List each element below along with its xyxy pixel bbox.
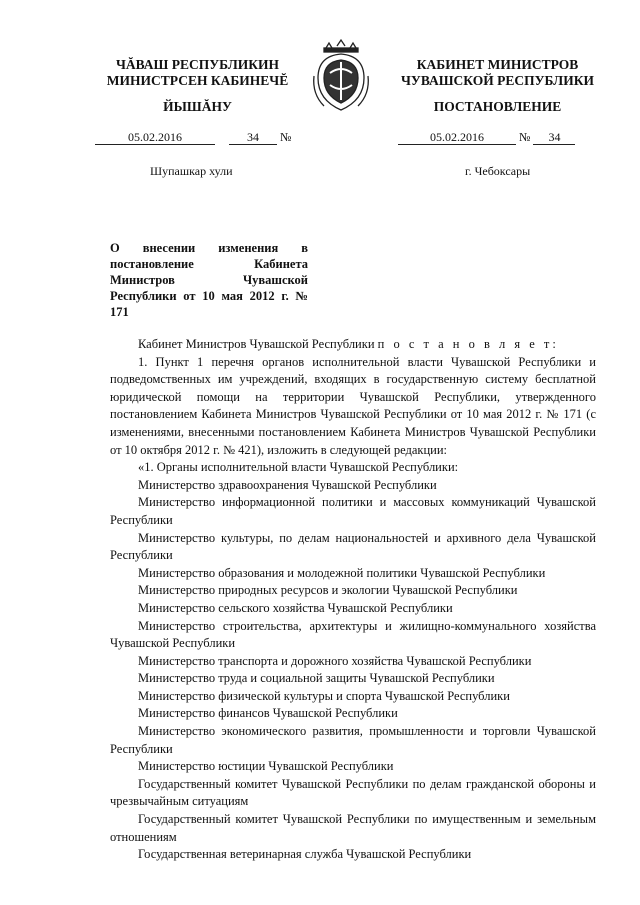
intro-resolves: п о с т а н о в л я е т: [377, 337, 559, 351]
list-item: Министерство информационной политики и массовых коммуникаций Чувашской Республики [110, 495, 596, 527]
header-right-line2: ЧУВАШСКОЙ РЕСПУБЛИКИ [401, 73, 594, 88]
date-line-right [398, 130, 575, 145]
place-right: г. Чебоксары [465, 164, 531, 178]
list-item: Министерство здравоохранения Чувашской Республики [138, 477, 437, 492]
list-item: Министерство юстиции Чувашской Республики [138, 759, 394, 774]
list-item: Министерство транспорта и дорожного хозяйства Чувашской Республики [138, 653, 532, 668]
document-body [110, 336, 596, 864]
list-item: «1. Органы исполнительной власти Чувашской Республики: [138, 460, 459, 475]
number-right: 34 [533, 130, 575, 145]
title-left: ЙЫШĂНУ [163, 99, 232, 114]
date-right: 05.02.2016 [398, 130, 516, 145]
list-item: Министерство культуры, по делам национальностей и архивного дела Чувашской Республики [110, 530, 596, 563]
list-item: Министерство труда и социальной защиты Чувашской Республики [138, 671, 495, 686]
list-item: Государственный комитет Чувашской Республики по имущественным и земельным отношениям [110, 812, 596, 844]
header-right [380, 57, 615, 89]
list-item: Министерство образования и молодежной политики Чувашской Республики [138, 565, 546, 580]
place-left: Шупашкар хули [150, 164, 233, 178]
header-left-line2: МИНИСТРСЕН КАБИНЕЧĔ [106, 73, 289, 88]
number-sign-right: № [519, 130, 531, 144]
intro-text: Кабинет Министров Чувашской Республики [138, 337, 375, 351]
list-item: Министерство физической культуры и спорта Чувашской Республики [138, 688, 510, 703]
list-item: Министерство строительства, архитектуры и жилищно-коммунального хозяйства Чувашской Республики [110, 618, 596, 651]
header-left-line1: ЧĂВАШ РЕСПУБЛИКИН [115, 57, 280, 72]
list-item: Государственный комитет Чувашской Республики по делам гражданской обороны и чрезвычайным ситуациям [110, 776, 596, 809]
list-item: Министерство природных ресурсов и экологии Чувашской Республики [138, 583, 518, 598]
date-line-left [95, 130, 291, 145]
list-item: Министерство экономического развития, промышленности и торговли Чувашской Республики [110, 724, 596, 756]
number-sign-left: № [280, 130, 292, 144]
intro-paragraph [110, 336, 596, 354]
list-item: Государственная ветеринарная служба Чувашской Республики [138, 847, 472, 862]
emblem-icon [310, 38, 372, 116]
list-item: Министерство финансов Чувашской Республики [138, 706, 398, 721]
list-item: Министерство сельского хозяйства Чувашской Республики [138, 600, 453, 615]
document-subject: О внесении изменения в постановление Кабинета Министров Чувашской Республики от 10 мая 2012 г. № 171 [110, 241, 308, 319]
header-right-line1: КАБИНЕТ МИНИСТРОВ [416, 57, 579, 72]
title-right: ПОСТАНОВЛЕНИЕ [433, 99, 562, 114]
number-left: 34 [229, 130, 277, 145]
header-left [95, 57, 300, 89]
date-left: 05.02.2016 [95, 130, 215, 145]
item-1: 1. Пункт 1 перечня органов исполнительной власти Чувашской Республики и подведомственных им учреждений, входящих в государственную систему бесплатной юридической помощи на территории Чувашской Республики, утвержденного постановлением Кабинета Министров Чувашской Республики от 10 мая 2012 г. № 171 (с изменениями, внесенными постановлением Кабинета Министров Чувашской Республики от 10 октября 2012 г. № 421), изложить в следующей редакции: [110, 354, 596, 457]
